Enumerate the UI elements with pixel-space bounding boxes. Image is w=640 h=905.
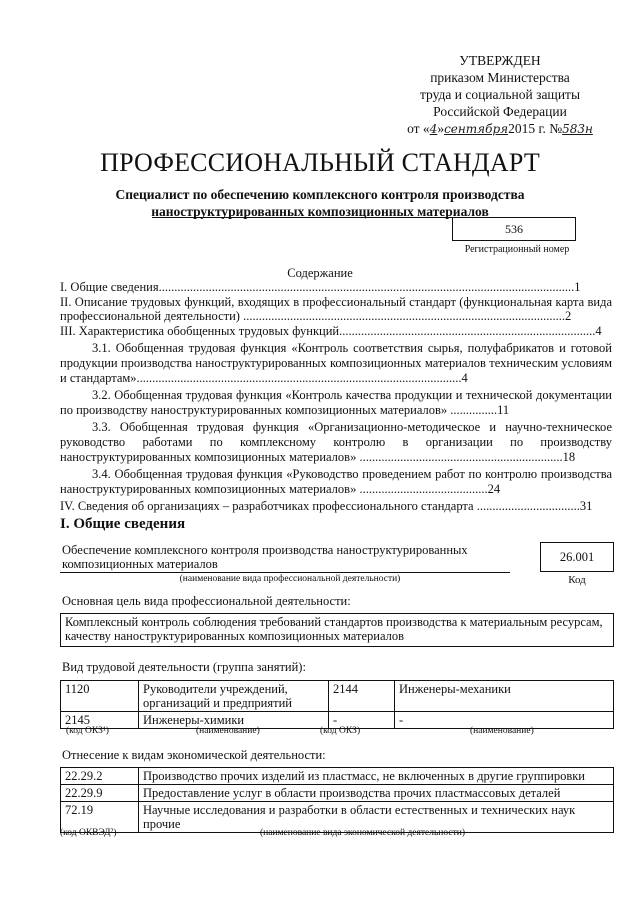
activity-code-box: 26.001 (540, 542, 614, 572)
econ-table-labels (60, 828, 614, 840)
handwritten-order-number: 583н (562, 122, 593, 136)
registration-number-box: 536 (452, 217, 576, 241)
name-label: (наименование) (196, 726, 260, 736)
approval-line: Российской Федерации (433, 104, 567, 119)
approval-block (400, 52, 600, 138)
code-label: Код (568, 574, 586, 586)
group-heading: Вид трудовой деятельности (группа занятий): (62, 660, 306, 674)
date-mid: » (437, 121, 445, 136)
okved-label: (код ОКВЭД²) (60, 828, 117, 838)
econ-heading: Отнесение к видам экономической деятельности: (62, 748, 326, 762)
approval-line: приказом Министерства (430, 70, 570, 85)
goal-box: Комплексный контроль соблюдения требований стандартов производства к материальным ресурсам, качеству наноструктурированных композиционных материалов (60, 613, 614, 647)
subtitle-line: наноструктурированных композиционных материалов (151, 204, 489, 219)
table-row (61, 681, 614, 712)
date-year: 2015 г. № (508, 121, 563, 136)
approval-line: труда и социальной защиты (419, 87, 581, 102)
activity-description: Научные исследования и разработки в области естественных и технических наук прочие (139, 802, 614, 833)
occupation-name: Инженеры-механики (395, 681, 614, 712)
occupation-name: Инженеры-химики (139, 712, 329, 729)
okz-code: 2145 (61, 712, 139, 729)
toc-item: 3.4. Обобщенная трудовая функция «Руководство проведением работ по контролю производства наноструктурированных композиционных материалов» .........................................24 (60, 467, 612, 496)
toc-item: III. Характеристика обобщенных трудовых функций..................................................................................4 (60, 323, 602, 338)
toc-item: 3.2. Обобщенная трудовая функция «Контроль качества продукции и технической документации по производству наноструктурированных композиционных материалов» ...............11 (60, 388, 612, 417)
table-row (61, 785, 614, 802)
group-table-labels (60, 726, 614, 738)
goal-heading: Основная цель вида профессиональной деятельности: (62, 594, 351, 608)
toc-item: 3.1. Обобщенная трудовая функция «Контроль соответствия сырья, полуфабрикатов и готовой продукции производства наноструктурированных композиционных материалов техническим условиям и стандартам»........................................................................................................4 (60, 341, 612, 385)
okved-code: 72.19 (61, 802, 139, 833)
table-of-contents (60, 280, 612, 514)
document-subtitle (60, 186, 580, 220)
toc-item: 3.3. Обобщенная трудовая функция «Организационно-методическое и научно-техническое руководство работами по комплексному контролю в организации по производству наноструктурированных композиционных материалов» .................................................................18 (60, 420, 612, 464)
toc-item: I. Общие сведения.....................................................................................................................................1 (60, 280, 581, 294)
occupation-name: - (395, 712, 614, 729)
okz-label: (код ОКЗ¹) (66, 726, 109, 736)
toc-item: IV. Сведения об организациях – разработчиках профессионального стандарта .................................31 (60, 499, 593, 514)
econ-name-label: (наименование вида экономической деятельности) (260, 828, 465, 838)
okved-code: 22.29.2 (61, 768, 139, 785)
name-label: (наименование) (470, 726, 534, 736)
date-prefix: от « (407, 121, 430, 136)
okz-code: - (329, 712, 395, 729)
subtitle-line: Специалист по обеспечению комплексного контроля производства (115, 187, 525, 202)
approval-line: УТВЕРЖДЕН (459, 53, 541, 68)
activity-rule (60, 572, 510, 573)
okz-code: 2144 (329, 681, 395, 712)
toc-item: II. Описание трудовых функций, входящих в профессиональный стандарт (функциональная карта вида профессиональной деятельности) .......................................................................................................2 (60, 294, 612, 324)
table-row (61, 768, 614, 785)
handwritten-month: сентября (444, 122, 509, 136)
document-title: ПРОФЕССИОНАЛЬНЫЙ СТАНДАРТ (100, 148, 540, 177)
activity-name: Обеспечение комплексного контроля производства наноструктурированных композиционных материалов (62, 543, 468, 571)
section-heading: I. Общие сведения (60, 516, 186, 532)
approval-date-line (400, 120, 600, 138)
registration-number-label: Регистрационный номер (464, 244, 570, 255)
okz-code: 1120 (61, 681, 139, 712)
occupation-group-table (60, 680, 614, 729)
subtitle-rule (152, 217, 490, 218)
occupation-name: Руководители учреждений, организаций и предприятий (139, 681, 329, 712)
activity-name-label: (наименование вида профессиональной деятельности) (179, 574, 401, 584)
okved-code: 22.29.9 (61, 785, 139, 802)
toc-heading: Содержание (287, 266, 353, 280)
activity-description: Предоставление услуг в области производства прочих пластмассовых деталей (139, 785, 614, 802)
okz-label: (код ОКЗ) (320, 726, 361, 736)
activity-description: Производство прочих изделий из пластмасс, не включенных в другие группировки (139, 768, 614, 785)
handwritten-day: 4 (429, 122, 438, 136)
economic-activity-table (60, 767, 614, 833)
